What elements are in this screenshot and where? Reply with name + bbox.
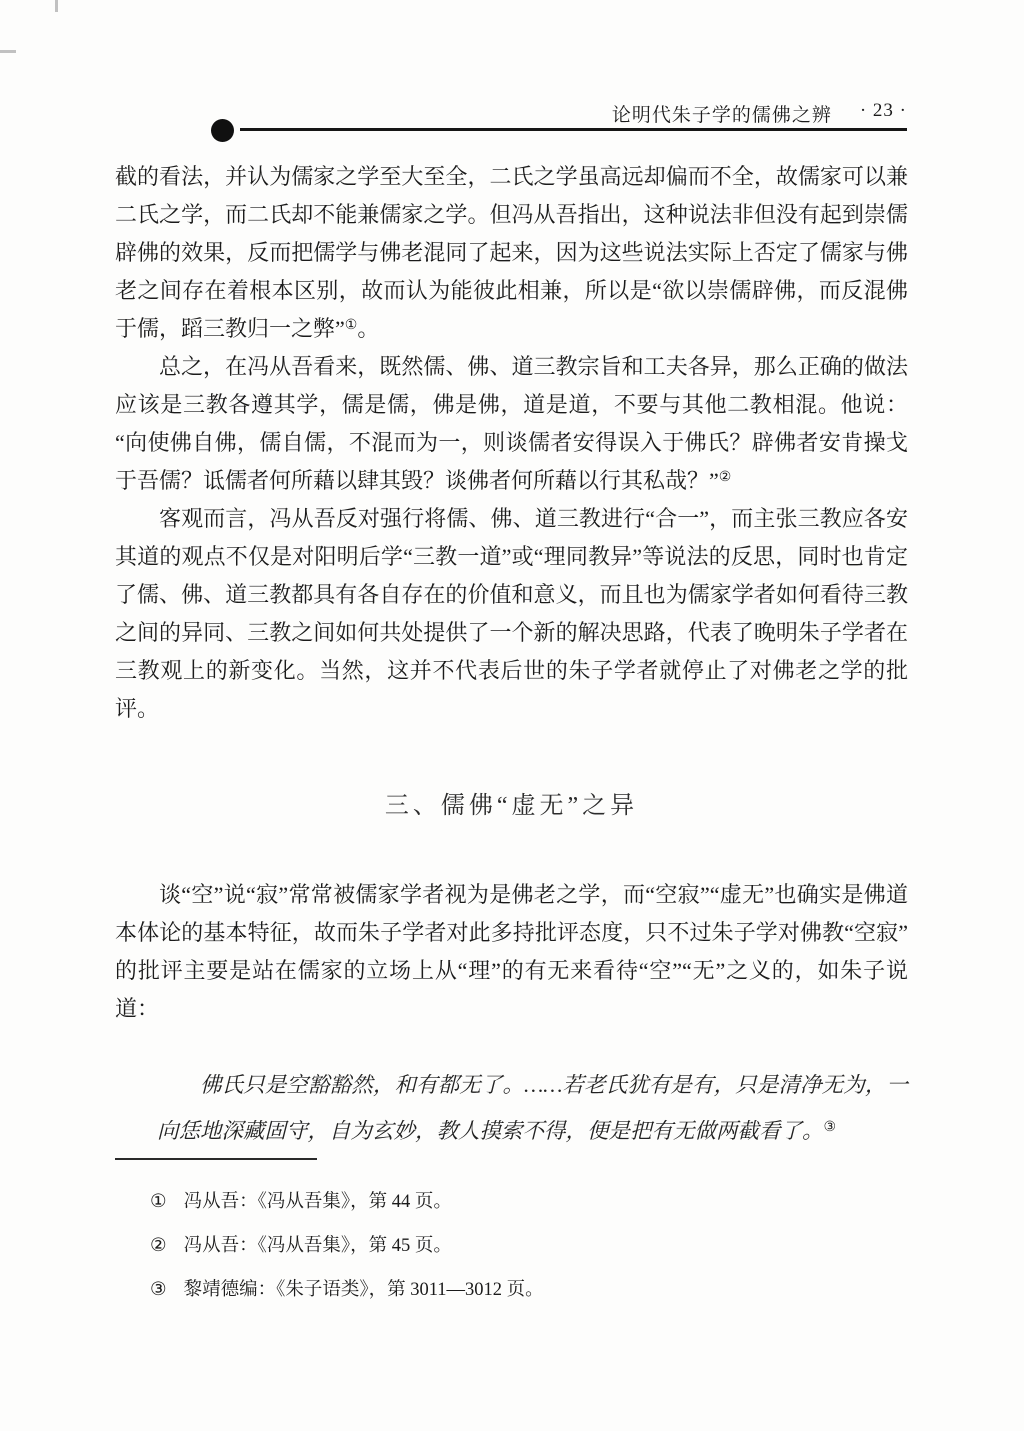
header-rule [240, 128, 907, 131]
page-number: · 23 · [859, 100, 907, 121]
footnotes-section [115, 1158, 908, 1312]
paragraph-2-text: 总之，在冯从吾看来，既然儒、佛、道三教宗旨和工夫各异，那么正确的做法应该是三教各遵其学，儒是儒，佛是佛，道是道，不要与其他二教相混。他说：“向使佛自佛，儒自儒，不混而为一，则谈儒者安得误入于佛氏？辟佛者安肯操戈于吾儒？诋儒者何所藉以肆其毁？谈佛者何所藉以行其私哉？” [115, 354, 908, 493]
footnote-number: ① [150, 1192, 167, 1212]
header-bullet-dot [211, 119, 234, 142]
footnote-number: ② [150, 1236, 167, 1256]
block-quote-text: 佛氏只是空豁豁然，和有都无了。……若老氏犹有是有，只是清净无为，一向恁地深藏固守，自为玄妙，教人摸索不得，便是把有无做两截看了。 [157, 1073, 908, 1143]
paragraph-1-text: 截的看法，并认为儒家之学至大至全，二氏之学虽高远却偏而不全，故儒家可以兼二氏之学，而二氏却不能兼儒家之学。但冯从吾指出，这种说法非但没有起到崇儒辟佛的效果，反而把儒学与佛老混同了起来，因为这些说法实际上否定了儒家与佛老之间存在着根本区别，故而认为能彼此相兼，所以是“欲以崇儒辟佛，而反混佛于儒，蹈三教归一之弊” [115, 164, 908, 341]
page-header [612, 100, 907, 127]
footnote-text: 冯从吾：《冯从吾集》，第 45 页。 [183, 1236, 452, 1256]
article-body [115, 158, 908, 1154]
scan-artifact-mark [0, 50, 16, 53]
footnote-text: 冯从吾：《冯从吾集》，第 44 页。 [183, 1192, 452, 1212]
paragraph-3-text: 客观而言，冯从吾反对强行将儒、佛、道三教进行“合一”，而主张三教应各安其道的观点不仅是对阳明后学“三教一道”或“理同教异”等说法的反思，同时也肯定了儒、佛、道三教都具有各自存在的价值和意义，而且也为儒家学者如何看待三教之间的异同、三教之间如何共处提供了一个新的解决思路，代表了晚明朱子学者在三教观上的新变化。当然，这并不代表后世的朱子学者就停止了对佛老之学的批评。 [115, 506, 908, 721]
footnote-ref-2: ② [718, 470, 732, 485]
section-heading: 三、儒佛“虚无”之异 [384, 793, 639, 819]
footnote-text: 黎靖德编：《朱子语类》，第 3011—3012 页。 [183, 1280, 544, 1300]
footnote-separator [115, 1158, 317, 1160]
footnote-item-1 [115, 1180, 908, 1224]
paragraph-1-tail: 。 [357, 316, 380, 341]
running-title: 论明代朱子学的儒佛之辨 [611, 105, 832, 126]
block-quote [157, 1062, 908, 1154]
paragraph-4 [115, 876, 908, 1028]
footnote-ref-3: ③ [823, 1120, 837, 1135]
footnote-item-2 [115, 1224, 908, 1268]
footnote-number: ③ [150, 1280, 167, 1300]
paragraph-2 [115, 348, 908, 500]
paragraph-1 [115, 158, 908, 348]
paragraph-4-text: 谈“空”说“寂”常常被儒家学者视为是佛老之学，而“空寂”“虚无”也确实是佛道本体论的基本特征，故而朱子学者对此多持批评态度，只不过朱子学对佛教“空寂”的批评主要是站在儒家的立场上从“理”的有无来看待“空”“无”之义的，如朱子说道： [115, 882, 908, 1021]
scan-artifact-mark [55, 0, 58, 12]
footnote-ref-1: ① [344, 318, 358, 333]
footnote-item-3 [115, 1268, 908, 1312]
paragraph-3 [115, 500, 908, 728]
